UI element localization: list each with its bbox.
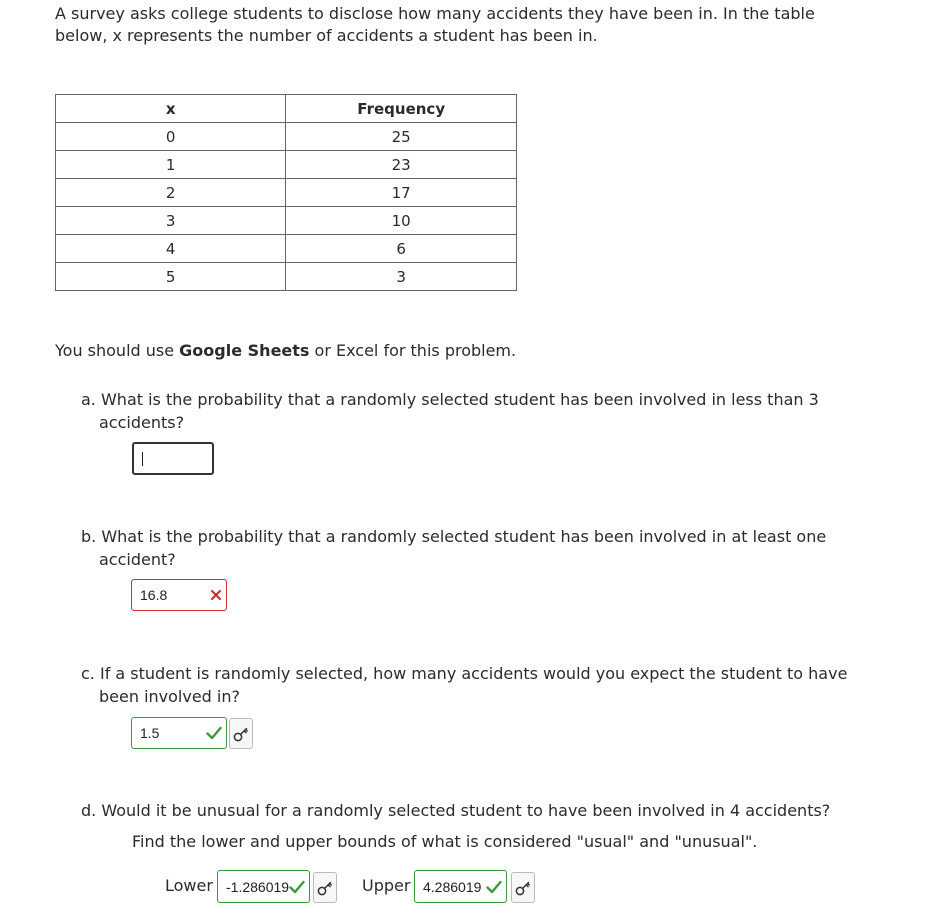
question-b-text: b. What is the probability that a randomly selected student has been involved in at least one accident? <box>81 527 827 569</box>
table-row <box>56 263 517 291</box>
column-header-x: x <box>56 95 286 123</box>
question-d-text: d. Would it be unusual for a randomly selected student to have been involved in 4 accidents? <box>81 801 831 820</box>
answer-c-key-button[interactable] <box>229 718 253 749</box>
table-cell-x: 3 <box>56 207 286 235</box>
check-icon <box>486 880 502 894</box>
lower-bound-input[interactable] <box>217 870 310 903</box>
table-cell-frequency: 17 <box>286 179 517 207</box>
table-cell-frequency: 6 <box>286 235 517 263</box>
table-row <box>56 123 517 151</box>
lower-bound-label: Lower <box>165 876 213 895</box>
table-cell-x: 5 <box>56 263 286 291</box>
question-d-subtext: Find the lower and upper bounds of what is considered "usual" and "unusual". <box>132 832 758 851</box>
upper-bound-key-button[interactable] <box>511 872 535 903</box>
table-cell-frequency: 25 <box>286 123 517 151</box>
frequency-table <box>55 94 517 291</box>
upper-bound-value: 4.286019 <box>423 878 482 895</box>
answer-b-value: 16.8 <box>140 587 168 603</box>
key-icon <box>515 880 531 896</box>
key-icon <box>233 726 249 742</box>
question-a-text: a. What is the probability that a randomly selected student has been involved in less than 3 accidents? <box>81 390 819 432</box>
table-cell-x: 2 <box>56 179 286 207</box>
instruction-prefix: You should use <box>55 341 180 360</box>
lower-bound-value: -1.286019 <box>226 878 290 895</box>
question-c-text: c. If a student is randomly selected, how many accidents would you expect the student to have been involved in? <box>81 664 848 706</box>
table-cell-x: 0 <box>56 123 286 151</box>
table-row <box>56 151 517 179</box>
answer-a-input[interactable] <box>132 442 214 475</box>
key-icon <box>317 880 333 896</box>
check-icon <box>206 726 222 740</box>
problem-intro: A survey asks college students to disclose how many accidents they have been in. In the table below, x represents the number of accidents a student has been in. <box>55 4 815 45</box>
instruction-bold: Google Sheets <box>179 341 310 360</box>
upper-bound-input[interactable] <box>414 870 507 903</box>
answer-c-input[interactable] <box>131 717 227 749</box>
table-cell-frequency: 3 <box>286 263 517 291</box>
answer-c-value: 1.5 <box>140 725 160 741</box>
table-cell-frequency: 23 <box>286 151 517 179</box>
table-cell-x: 1 <box>56 151 286 179</box>
table-row <box>56 235 517 263</box>
table-cell-frequency: 10 <box>286 207 517 235</box>
column-header-frequency: Frequency <box>286 95 517 123</box>
tool-instruction <box>55 340 516 362</box>
lower-bound-key-button[interactable] <box>313 872 337 903</box>
table-row <box>56 207 517 235</box>
check-icon <box>289 880 305 894</box>
text-cursor <box>142 452 143 466</box>
instruction-suffix: or Excel for this problem. <box>309 341 517 360</box>
upper-bound-label: Upper <box>362 876 411 895</box>
x-icon <box>210 589 222 601</box>
table-cell-x: 4 <box>56 235 286 263</box>
answer-b-input[interactable] <box>131 579 227 611</box>
table-row <box>56 179 517 207</box>
table-header-row <box>56 95 517 123</box>
